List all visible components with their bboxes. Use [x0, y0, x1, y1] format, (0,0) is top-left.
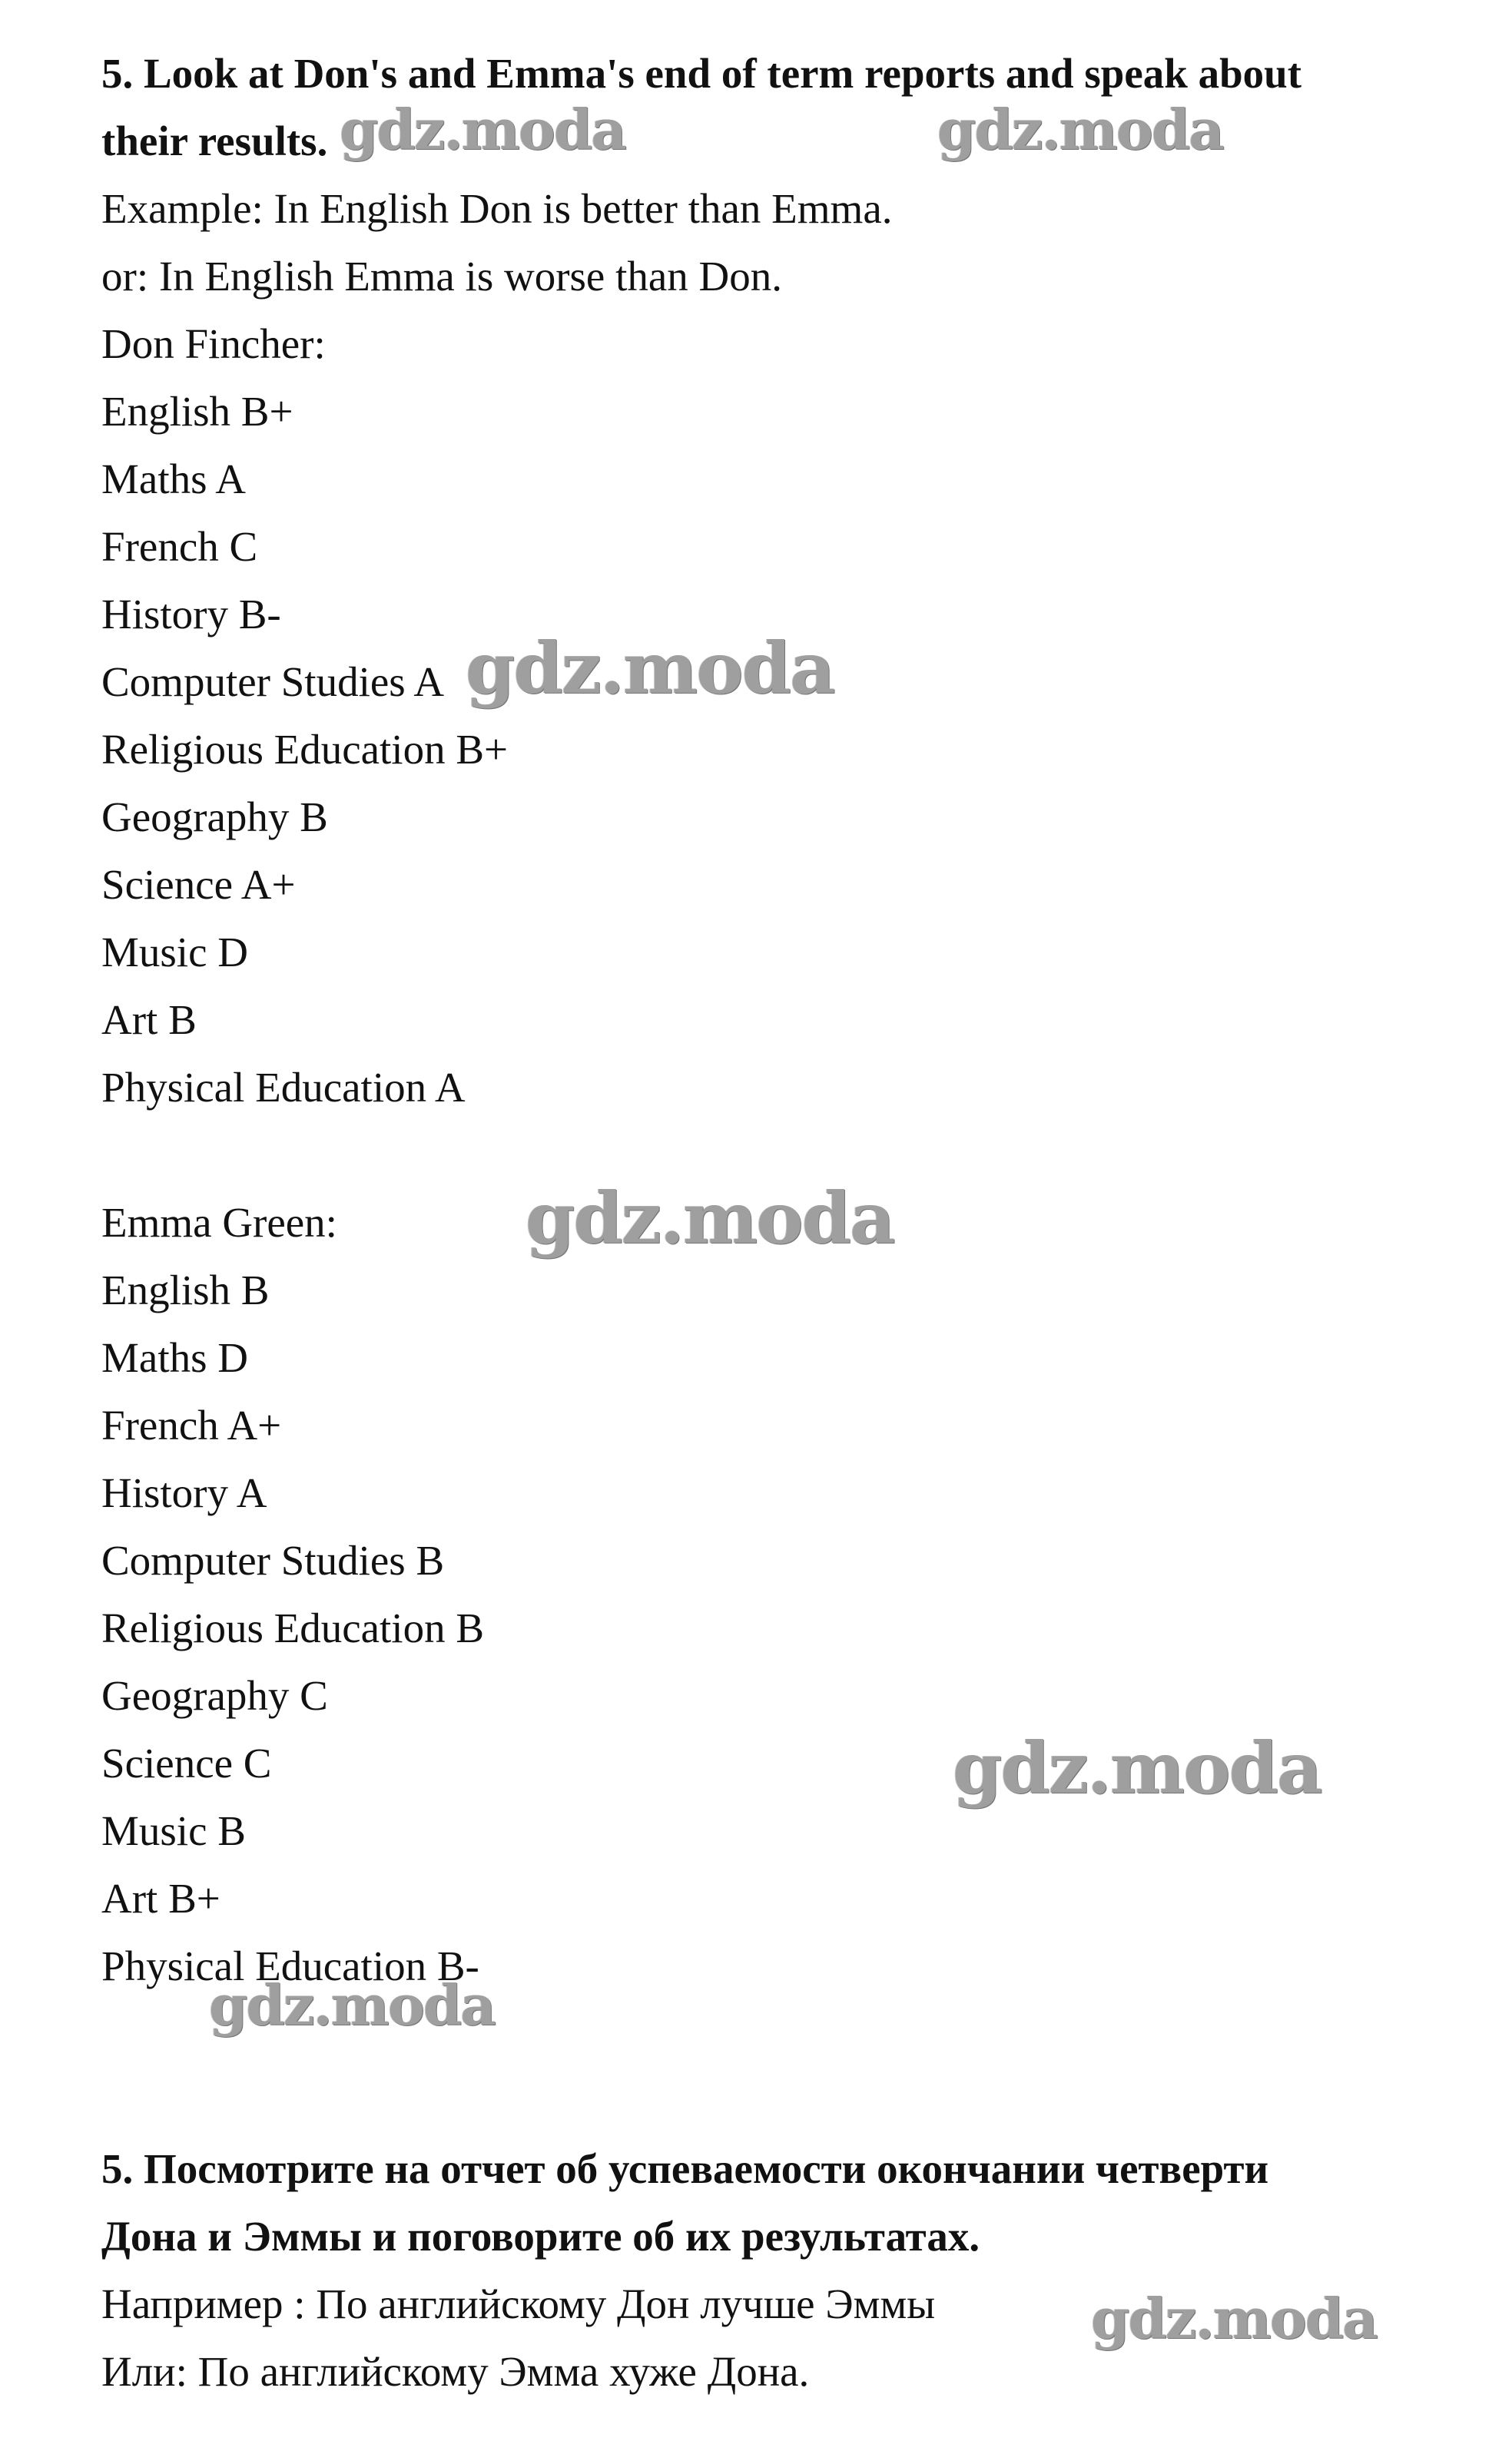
watermark: gdz.moda — [937, 97, 1223, 162]
don-grade-item: Art B — [101, 996, 197, 1043]
emma-grade-item: History A — [101, 1469, 267, 1516]
example-line-2: or: In English Emma is worse than Don. — [101, 253, 782, 300]
task-heading-ru-line2: Дона и Эммы и поговорите об их результатах. — [101, 2213, 980, 2260]
don-grade-item: Maths A — [101, 455, 246, 502]
watermark: gdz.moda — [1091, 2286, 1377, 2351]
watermark: gdz.moda — [466, 627, 834, 710]
emma-grade-item: Computer Studies B — [101, 1537, 445, 1584]
emma-grade-item: Religious Education B — [101, 1605, 485, 1651]
task-heading-ru-line1: 5. Посмотрите на отчет об успеваемости окончании четверти — [101, 2145, 1269, 2192]
example-ru-line-2: Или: По английскому Эмма хуже Дона. — [101, 2348, 810, 2395]
emma-grade-item: English B — [101, 1267, 270, 1313]
emma-grade-item: Art B+ — [101, 1875, 220, 1922]
don-grade-item: Music D — [101, 929, 248, 975]
example-line-1: Example: In English Don is better than Emma. — [101, 185, 893, 232]
watermark: gdz.moda — [953, 1727, 1321, 1810]
don-grade-item: English B+ — [101, 388, 293, 435]
emma-grade-item: Maths D — [101, 1334, 248, 1381]
don-grade-item: History B- — [101, 591, 281, 638]
example-ru-line-1: Например : По английскому Дон лучше Эммы — [101, 2280, 936, 2327]
emma-grade-item: French A+ — [101, 1402, 282, 1449]
emma-grade-item: Science C — [101, 1740, 272, 1787]
don-grade-item: Geography B — [101, 793, 328, 840]
don-grade-item: Physical Education A — [101, 1064, 466, 1111]
watermark: gdz.moda — [209, 1972, 495, 2038]
emma-grade-item: Geography C — [101, 1672, 328, 1719]
watermark: gdz.moda — [526, 1177, 894, 1260]
watermark: gdz.moda — [340, 97, 625, 162]
don-grade-item: Religious Education B+ — [101, 726, 509, 773]
task-heading-en-line1: 5. Look at Don's and Emma's end of term reports and speak about — [101, 50, 1302, 97]
emma-grade-item: Music B — [101, 1807, 246, 1854]
don-grade-item: Science A+ — [101, 861, 296, 908]
don-grade-item: French C — [101, 523, 258, 570]
task-heading-en-line2: their results. — [101, 118, 328, 164]
student-name-emma: Emma Green: — [101, 1199, 337, 1246]
student-name-don: Don Fincher: — [101, 320, 326, 367]
don-grade-item: Computer Studies A — [101, 658, 445, 705]
emma-grade-item: Physical Education B- — [101, 1942, 479, 1989]
